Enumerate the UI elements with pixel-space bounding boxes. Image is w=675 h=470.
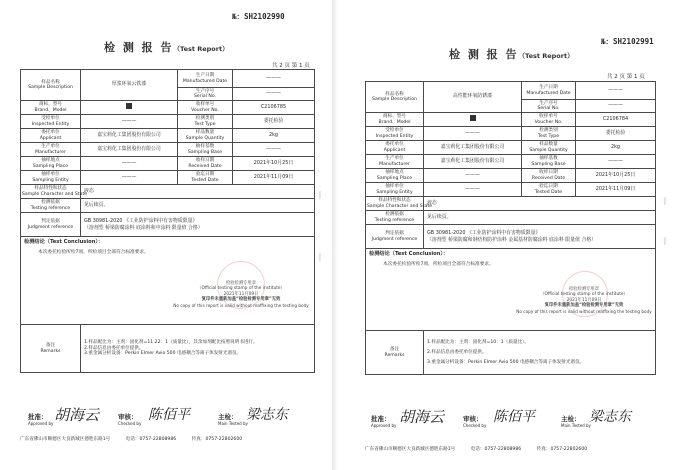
page-indicator: 共 2 页 第 1 页 [607, 74, 645, 80]
label-sample-name: 样品名称 Sample Description [366, 82, 424, 113]
label-sampling-place: 抽样地点 Sampling Place [366, 169, 424, 183]
value-sampling-base: ——— [576, 155, 656, 169]
label-received-date: 收样日期 Received Date [522, 169, 576, 183]
margin-seal-mark-2-icon: 丨 [316, 253, 324, 262]
value-testing-reference: 见后续页。 [424, 211, 656, 225]
label-judgment-reference: 判定依据 Judgment reference [21, 213, 81, 237]
footer-fax: 传真：0757-22802600 [536, 447, 588, 452]
label-voucher: 收样单号 Voucher No. [178, 101, 233, 115]
label-sampling-entity: 抽样单位 Sampling Entity [21, 171, 81, 185]
value-manufacturer: 嘉宝莉化工集团股份有限公司 [81, 143, 178, 157]
value-inspected: ——— [424, 127, 522, 141]
label-sampling-entity: 抽样单位 Sampling Entity [366, 183, 424, 197]
value-mfg-date: ——— [233, 70, 315, 88]
report-sheet-right [339, 0, 675, 470]
value-applicant: 嘉宝莉化工集团股份有限公司 [424, 141, 522, 155]
page-seam [332, 0, 339, 470]
approved-label: 批准： Approved by [371, 415, 397, 428]
value-tested-date: 2021年11月09日 [576, 183, 656, 197]
label-received-date: 收样日期 Received Date [178, 157, 233, 171]
value-sampling-base: ——— [233, 143, 315, 157]
label-testing-reference: 检测依据 Testing reference [21, 199, 81, 213]
label-test-type: 检测类别 Test Type [522, 127, 576, 141]
label-sample-state: 样品特性和状态 Sample Character and State [367, 198, 433, 209]
label-mfg-date: 生产日期 Manufactured Date [522, 82, 576, 100]
value-voucher: C2106784 [576, 113, 656, 127]
value-tested-date: 2021年11月09日 [233, 171, 315, 185]
value-sampling-entity: ——— [424, 183, 522, 197]
label-inspected: 受检单位 Inspected Entity [366, 127, 424, 141]
label-sampling-base: 抽样基数 Sampling Base [178, 143, 233, 157]
value-sample-name: 高性能环氧防锈漆 [424, 82, 522, 113]
judgment-standard: GB 30981-2020 《工业防护涂料中有害物质限量》 [84, 217, 198, 224]
remark-1: 1.样品配比为：主剂：固化剂=10：1（质量比）。 [427, 339, 529, 345]
label-manufacturer: 生产单位 Manufacturer [21, 143, 81, 157]
conclusion-cell [21, 237, 315, 325]
stamp-block: 检验检测专用章 （Official testing stamp of the institute） 2021年11月09日 复印件未重新加盖“检验检测专用章”无效 No copy of this report is valid without reaffixing the testing body [173, 281, 309, 308]
footer-phone: 电话：0757-22808986 [125, 437, 177, 442]
main-tester-signature: 梁志东 [589, 409, 631, 425]
remark-1: 1.样品配比为：主剂：固化剂=11.22：1（质量比），其余加剂配比按照说明书进行。 [84, 340, 258, 346]
conclusion-cell [366, 249, 656, 331]
label-serial: 生产序号 Serial No. [178, 88, 233, 101]
value-inspected: ——— [81, 115, 178, 129]
value-manufacturer: 嘉宝莉化工集团股份有限公司 [424, 155, 522, 169]
checked-signature: 陈佰平 [148, 407, 190, 423]
value-judgment-reference [424, 225, 656, 249]
footer [365, 446, 587, 452]
value-test-type: 委托检验 [233, 115, 315, 129]
value-quantity: 2kg [576, 141, 656, 155]
value-brand [81, 101, 178, 115]
checked-signature: 陈佰平 [493, 409, 535, 425]
report-title-en: （Test Report） [518, 52, 574, 60]
label-remarks: 备注 Remarks [366, 331, 424, 375]
info-table [20, 69, 315, 373]
main-tester-label: 主检： Main Tested by [218, 413, 248, 426]
footer-address: 广东省佛山市顺德区大良新城区德胜东路1号 [365, 447, 456, 452]
label-tested-date: 验迄日期 Tested Date [522, 183, 576, 197]
info-table [365, 81, 656, 375]
report-number: №：SH2102990 [232, 12, 285, 21]
judgment-category: （溶剂型 桥梁防腐涂料 底涂料和中涂料 限量值 合格） [84, 224, 203, 231]
label-sampling-base: 抽样基数 Sampling Base [522, 155, 576, 169]
report-title-cn: 检 测 报 告 [104, 41, 174, 54]
label-tested-date: 验迄日期 Tested Date [178, 171, 233, 185]
remark-2: 2.样品信息由委托单位提供。 [427, 349, 487, 355]
conclusion-title: 检测结论（Test Conclusion）： [369, 251, 449, 257]
conclusion-text: 本次委托检验所检7项，所检项目全部符合标准要求。 [383, 262, 494, 268]
label-brand: 商标、型号 Brand、Model [21, 101, 81, 115]
footer-address: 广东省佛山市顺德区大良新城区德胜东路1号 [20, 437, 111, 442]
label-quantity: 样品数量 Sample Quantity [178, 129, 233, 143]
main-tester-label: 主检： Main Tested by [561, 415, 591, 428]
remark-2: 2.样品信息由委托单位提供。 [84, 345, 144, 351]
label-applicant: 委托单位 Applicant [21, 129, 81, 143]
checked-label: 审核： Checked by [118, 413, 142, 426]
footer-phone: 电话：0757-22808986 [470, 447, 522, 452]
remarks-list [81, 325, 315, 373]
label-sample-name: 样品名称 Sample Description [21, 70, 81, 101]
stamp-block: 检验检测专用章 （Official testing stamp of the institute） 2021年11月09日 复印件未重新加盖“检验检测专用章”无效 No copy of this report is valid without reaffixing the testing body [516, 287, 652, 314]
value-serial: ——— [233, 88, 315, 101]
label-sample-state: 样品特性和状态 Sample Character and State [22, 186, 88, 197]
value-sample-name: 厚浆环氧云铁漆 [81, 70, 178, 101]
label-serial: 生产序号 Serial No. [522, 100, 576, 113]
label-brand: 商标、型号 Brand、Model [366, 113, 424, 127]
remarks-list [424, 331, 656, 375]
value-sample-state: 液态 [81, 185, 315, 199]
value-sampling-entity: ——— [81, 171, 178, 185]
remark-3: 3.重金属分析设备：Perkin Elmer Avio 500 电感耦合等离子体发射光谱仪。 [84, 351, 242, 357]
label-mfg-date: 生产日期 Manufactured Date [178, 70, 233, 88]
value-testing-reference: 见后续页。 [81, 199, 315, 213]
label-judgment-reference: 判定依据 Judgment reference [366, 225, 424, 249]
label-remarks: 备注 Remarks [21, 325, 81, 373]
brand-logo-icon [470, 115, 476, 121]
main-tester-signature: 梁志东 [246, 407, 288, 423]
label-testing-reference: 检测依据 Testing reference [366, 211, 424, 225]
margin-seal-mark-2-icon: 丨 [661, 237, 669, 246]
margin-seal-mark-icon: 丨 [661, 197, 669, 206]
label-inspected: 受检单位 Inspected Entity [21, 115, 81, 129]
value-received-date: 2021年10月25日 [576, 169, 656, 183]
report-sheet-left [0, 0, 332, 470]
label-quantity: 样品数量 Sample Quantity [522, 141, 576, 155]
approved-signature: 胡海云 [399, 408, 445, 426]
label-applicant: 委托单位 Applicant [366, 141, 424, 155]
label-test-type: 检测类别 Test Type [178, 115, 233, 129]
report-title-en: （Test Report） [173, 45, 229, 53]
footer [20, 436, 242, 442]
page-indicator: 共 2 页 第 1 页 [272, 63, 310, 69]
value-judgment-reference [81, 213, 315, 237]
label-voucher: 收样单号 Voucher No. [522, 113, 576, 127]
report-title [449, 46, 574, 62]
margin-seal-mark-icon: 丨 [316, 191, 324, 200]
judgment-category: （溶剂型 桥梁防腐和钢结构防护涂料 金属基材防腐涂料 底涂料 限量值 合格） [427, 236, 597, 243]
approved-label: 批准： Approved by [28, 413, 54, 426]
value-mfg-date: ——— [576, 82, 656, 100]
judgment-standard: GB 30981-2020 《工业防护涂料中有害物质限量》 [427, 229, 541, 236]
footer-fax: 传真：0757-22802600 [191, 437, 243, 442]
value-applicant: 嘉宝莉化工集团股份有限公司 [81, 129, 178, 143]
value-sampling-place: ——— [81, 157, 178, 171]
brand-logo-icon [126, 103, 132, 109]
report-number: №：SH2102991 [601, 37, 654, 46]
value-quantity: 2kg [233, 129, 315, 143]
checked-label: 审核： Checked by [463, 415, 487, 428]
value-sample-state: 液态 [424, 197, 656, 211]
value-test-type: 委托检验 [576, 127, 656, 141]
approved-signature: 胡海云 [54, 406, 100, 424]
label-sampling-place: 抽样地点 Sampling Place [21, 157, 81, 171]
conclusion-title: 检测结论（Test Conclusion）： [24, 239, 104, 245]
remark-3: 3.重金属分析设备：Perkin Elmer Avio 500 电感耦合等离子体发射光谱仪。 [427, 359, 585, 365]
report-title [104, 39, 229, 55]
value-received-date: 2021年10月25日 [233, 157, 315, 171]
label-manufacturer: 生产单位 Manufacturer [366, 155, 424, 169]
value-sampling-place: ——— [424, 169, 522, 183]
report-title-cn: 检 测 报 告 [449, 48, 519, 61]
value-brand [424, 113, 522, 127]
value-voucher: C2106785 [233, 101, 315, 115]
conclusion-text: 本次委托检验所检7项，所检项目全部符合标准要求。 [38, 250, 149, 256]
value-serial: ——— [576, 100, 656, 113]
